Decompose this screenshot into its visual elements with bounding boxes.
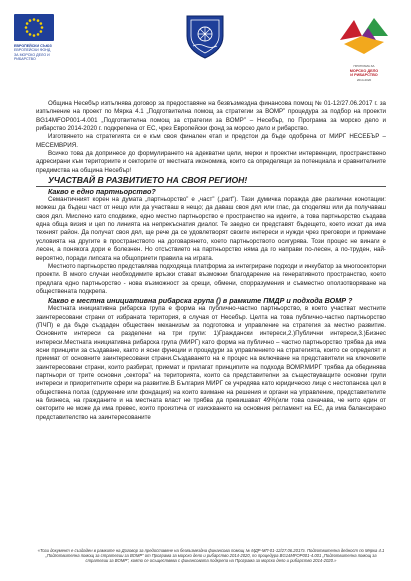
intro-paragraph-3: Всичко това да допринесе до формулирането на адекватни цели, мерки и проектни интервенции, пространствено адресирани към териториите и секторите от местната икономика, които са определящи за потенциала и сравнителните предимства на община Несебър! — [36, 150, 386, 174]
eu-logo-line1: ЕВРОПЕЙСКИ СЪЮЗ — [14, 44, 52, 48]
document-body — [36, 100, 386, 422]
section-heading-participate: УЧАСТВАЙ В РАЗВИТИЕТО НА СВОЯ РЕГИОН! — [36, 175, 386, 187]
pmdr-logo-small: ПРОГРАМА ЗА — [353, 64, 375, 68]
pmdr-logo-icon — [332, 14, 396, 58]
eu-logo-line3: ЗА МОРСКО ДЕЛО И РИБАРСТВО — [14, 52, 50, 62]
mirg-paragraph-1: Местната инициативна рибарска група е форма на публично-частно партньорство, в което участват местните заинтересовани страни от избраната територия, в случая от Несебър. Целта на това публично-частно партньорство (ПЧП) е да бъде създаден обществен механизъм за подготовка и управление на стратегия за местно развитие. Основните интереси са разделени на три групи: 1)Граждански интереси,2.)Публични интереси,3.)Бизнес интереси.Местната инициативна рибарска група (МИРГ) като форма на публично – частно партньорство трябва да има ясни принципи за създаване, както и ясни функции и процедури за управлението на стратегията, които се определят и приемат от основните заинтересовани страни.Създаването на е процес на включване на представители на ключовите заинтересовани страни, които разбират, приемат и прилагат принципите на подхода ВОМР.МИРГ трябва да обединява партньори от трите основни „сектора” на територията, които са представителни за съществуващите основни групи интереси и приоритетните сфери на развитие.В България МИРГ се учредява като юридическо лице с нестопанска цел в обществена полза (сдружение или фондация) на които взимане на решения и органи на управление, представителите на бизнеса, на гражданите и на местната власт не трябва да превишават 49%(или това означава, че нито един от секторите не може да има превес, които произтича от изискването на основния регламент на ЕС, да има балансирано представителство на заинтересованите — [36, 305, 386, 421]
subheading-mirg: Какво е местна инициативна рибарска група () в рамките ПМДР и подхода ВОМР ? — [48, 296, 353, 306]
pmdr-logo — [332, 14, 396, 90]
page-header — [0, 0, 411, 92]
pmdr-logo-line2: МОРСКО ДЕЛО — [349, 68, 379, 73]
eu-logo-line2: ЕВРОПЕЙСКИ ФОНД — [14, 48, 51, 53]
eu-logo-text — [14, 44, 68, 62]
partnership-paragraph-1: Семантичният корен на думата „партньорство” е „част” („part”). Тази думичка поражда две различни конотации: можеш да бъдеш част от нещо или да участваш в нещо; да даваш своя дял или глас, да споделяш или да получаваш своя дял. Мислено като сподвиже, едно местно партньорство е пространство на идеите, а това партньорство създава една обща визия и цел по линията на непрекъснатия диалог. Те заедно си представят бъдещето, което искат да има техният район. Да получат своя дял, ще рече да се удовлетворят своите интереси и нужди чрез преговори и приемане условията на другите в пространството на договарянето, което партньорството осигурява. Този процес не винаги е лесен, а понякога дори е болезнен. Но отсъствието на партньорство няма да го направи по-лесен, а по-труден, най-вероятно, поради липсата на общоприети правила на играта. — [36, 196, 386, 262]
pmdr-logo-line3: И РИБАРСТВО — [350, 73, 378, 78]
intro-paragraph-1: Община Несебър изпълнява договор за предоставяне на безвъзмездна финансова помощ № 01-12/27.06.2017 г. за изпълнение на проект по Мярка 4.1 „Подготвителна помощ за стратегии за ВОМР” процедура за подбор на проекти BG14MFOP001-4.001 „Подготвителна помощ за стратегии за ВОМР” – Несебър, по Програма за морско дело и рибарство 2014-2020 г. подкрепена от ЕС, чрез Европейски фонд за морско дело и рибарство. — [36, 100, 386, 133]
eu-flag-icon — [14, 14, 54, 41]
mirg-nesebar-emblem-icon — [183, 12, 227, 60]
eu-logo — [14, 14, 56, 90]
pmdr-logo-text — [332, 64, 396, 82]
partnership-paragraph-2: Местното партньорство представлява подходяща платформа за интегриране подходи и инкубатор за многосекторни проекти. В много случаи необходимите връзки стават възможни благодарение на генеративното пространство, което предлага едно партньорство - нова възможност за срещи, обмени, спорразумения и съвместно оползотворяване на обществената подкрепа. — [36, 262, 386, 295]
intro-paragraph-2: Изготвянето на стратегията си е към своя финален етап и предстои да бъде одобрена от МИРГ НЕСЕБЪР – МЕСЕМВРИЯ. — [36, 133, 386, 149]
subheading-partnership: Какво е едно партньорство? — [48, 187, 156, 197]
document-footer: «Този документ е създаден в рамките на Договор за предоставяне на безвъзмездна финансова помощ № МДР-МП-01-12/27.06.2017г. Подготвителна дейност по Мярка 4.1 „Подготвителна помощ за стратегии за ВОМР” от Програма за морско дело и рибарство 2014-2020, по процедура BG14MFOP001-4.001 „Подготвителна помощ за стратегии за ВОМР”, която се осъществява с финансовата подкрепа на Програма за морско дело и рибарство 2014-2020.» — [37, 548, 385, 564]
pmdr-logo-years: 2014-2020 — [356, 77, 372, 82]
